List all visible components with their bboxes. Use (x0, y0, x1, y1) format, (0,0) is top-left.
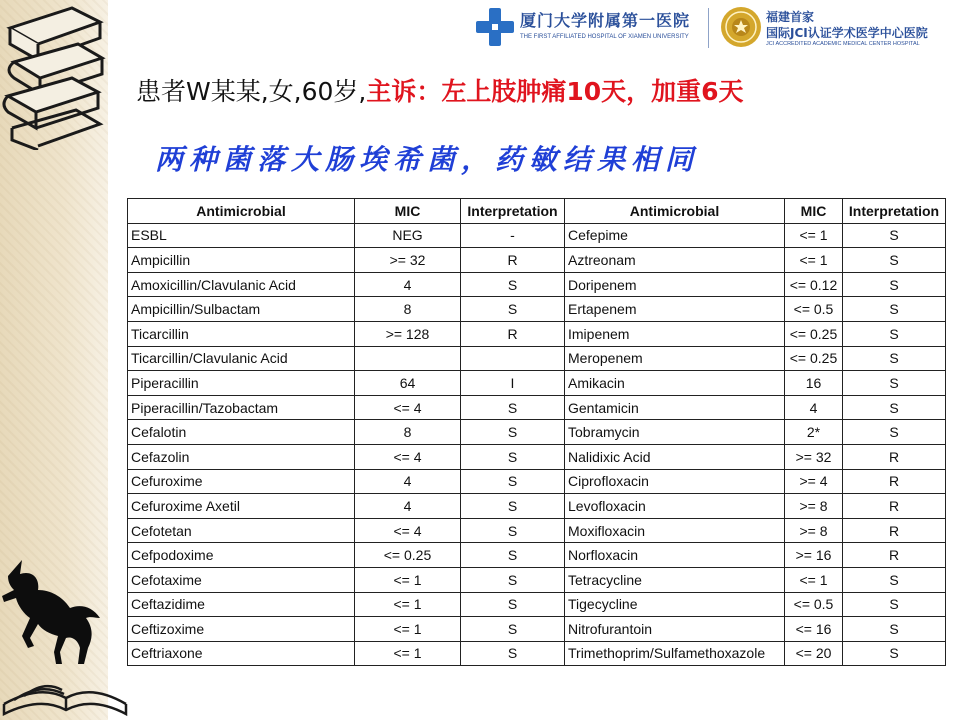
jci-line2: 国际JCI认证学术医学中心医院 (766, 26, 928, 40)
decorative-left-strip (0, 0, 108, 720)
mic-cell: 8 (355, 420, 461, 445)
mic-cell: >= 32 (785, 444, 843, 469)
mic-cell: <= 4 (355, 444, 461, 469)
hospital-header (470, 4, 960, 50)
interpretation-cell: S (461, 617, 565, 642)
interpretation-cell: S (461, 272, 565, 297)
interpretation-cell: S (461, 641, 565, 666)
slide-title (136, 72, 744, 108)
interpretation-cell: R (843, 444, 946, 469)
table-row (128, 248, 946, 273)
interpretation-cell: S (843, 592, 946, 617)
interpretation-cell: S (461, 297, 565, 322)
interpretation-cell: S (843, 346, 946, 371)
antimicrobial-cell: Cefuroxime Axetil (128, 494, 355, 519)
antimicrobial-cell: ESBL (128, 223, 355, 248)
antimicrobial-cell: Doripenem (565, 272, 785, 297)
interpretation-cell: R (461, 248, 565, 273)
antimicrobial-cell: Amikacin (565, 371, 785, 396)
mic-cell: 4 (355, 494, 461, 519)
antimicrobial-cell: Piperacillin/Tazobactam (128, 395, 355, 420)
mic-cell: <= 1 (355, 592, 461, 617)
antimicrobial-cell: Cefuroxime (128, 469, 355, 494)
mic-cell: 8 (355, 297, 461, 322)
interpretation-cell: S (843, 297, 946, 322)
mic-cell: <= 1 (355, 641, 461, 666)
interpretation-cell: S (843, 641, 946, 666)
table-row (128, 321, 946, 346)
antimicrobial-cell: Norfloxacin (565, 543, 785, 568)
antimicrobial-cell: Ciprofloxacin (565, 469, 785, 494)
interpretation-cell: S (461, 420, 565, 445)
mic-cell: 4 (355, 469, 461, 494)
header-interpretation: Interpretation (843, 199, 946, 224)
mic-cell: >= 4 (785, 469, 843, 494)
antimicrobial-cell: Aztreonam (565, 248, 785, 273)
interpretation-cell: R (843, 518, 946, 543)
mic-cell: NEG (355, 223, 461, 248)
table-row (128, 223, 946, 248)
mic-cell: <= 0.25 (785, 321, 843, 346)
interpretation-cell: S (843, 567, 946, 592)
header-mic: MIC (355, 199, 461, 224)
mic-cell: <= 0.25 (785, 346, 843, 371)
antimicrobial-cell: Cefazolin (128, 444, 355, 469)
antimicrobial-cell: Tobramycin (565, 420, 785, 445)
mic-cell: <= 1 (785, 223, 843, 248)
hospital-name-cn: 厦门大学附属第一医院 (520, 11, 691, 30)
antimicrobial-cell: Ceftizoxime (128, 617, 355, 642)
interpretation-cell: S (843, 248, 946, 273)
interpretation-cell: S (461, 395, 565, 420)
antimicrobial-cell: Piperacillin (128, 371, 355, 396)
antimicrobial-cell: Moxifloxacin (565, 518, 785, 543)
header-interpretation: Interpretation (461, 199, 565, 224)
open-book-icon (0, 664, 130, 720)
table-row (128, 444, 946, 469)
table-row (128, 543, 946, 568)
susceptibility-table (127, 198, 946, 666)
mic-cell: 4 (785, 395, 843, 420)
antimicrobial-cell: Cefalotin (128, 420, 355, 445)
header-mic: MIC (785, 199, 843, 224)
interpretation-cell: S (843, 395, 946, 420)
antimicrobial-cell: Tetracycline (565, 567, 785, 592)
book-stack-icon (2, 0, 106, 150)
mic-cell: >= 16 (785, 543, 843, 568)
interpretation-cell: S (461, 494, 565, 519)
jci-line1: 福建首家 (766, 10, 815, 24)
table-row (128, 272, 946, 297)
interpretation-cell: S (461, 518, 565, 543)
antimicrobial-cell: Cefotaxime (128, 567, 355, 592)
mic-cell: >= 32 (355, 248, 461, 273)
table-row (128, 469, 946, 494)
antimicrobial-cell: Nitrofurantoin (565, 617, 785, 642)
interpretation-cell: I (461, 371, 565, 396)
interpretation-cell: R (843, 543, 946, 568)
antimicrobial-cell: Nalidixic Acid (565, 444, 785, 469)
table-row (128, 494, 946, 519)
interpretation-cell: S (461, 444, 565, 469)
mic-cell: 4 (355, 272, 461, 297)
table-row (128, 641, 946, 666)
interpretation-cell: S (843, 321, 946, 346)
interpretation-cell: S (461, 592, 565, 617)
table-row (128, 518, 946, 543)
mic-cell: <= 0.25 (355, 543, 461, 568)
jci-en: JCI ACCREDITED ACADEMIC MEDICAL CENTER HOSPITAL (766, 41, 920, 47)
antimicrobial-cell: Ertapenem (565, 297, 785, 322)
interpretation-cell: S (843, 371, 946, 396)
interpretation-cell: S (843, 223, 946, 248)
mic-cell: 2* (785, 420, 843, 445)
hospital-name-en: THE FIRST AFFILIATED HOSPITAL OF XIAMEN UNIVERSITY (520, 34, 689, 40)
patient-info: 患者W某某,女,60岁, (136, 77, 367, 106)
antimicrobial-cell: Levofloxacin (565, 494, 785, 519)
antimicrobial-cell: Imipenem (565, 321, 785, 346)
antimicrobial-cell: Cefotetan (128, 518, 355, 543)
table-header-row (128, 199, 946, 224)
interpretation-cell (461, 346, 565, 371)
header-divider (708, 8, 709, 48)
mic-cell: <= 0.12 (785, 272, 843, 297)
interpretation-cell: S (461, 567, 565, 592)
interpretation-cell: S (843, 617, 946, 642)
interpretation-cell: S (843, 420, 946, 445)
mic-cell: <= 1 (785, 248, 843, 273)
mic-cell: 64 (355, 371, 461, 396)
chief-complaint: 主诉：左上肢肿痛10天，加重6天 (366, 77, 744, 106)
mic-cell: <= 16 (785, 617, 843, 642)
table-row (128, 420, 946, 445)
antimicrobial-cell: Cefpodoxime (128, 543, 355, 568)
table-row (128, 395, 946, 420)
mic-cell: <= 4 (355, 395, 461, 420)
antimicrobial-cell: Ticarcillin/Clavulanic Acid (128, 346, 355, 371)
mic-cell: <= 0.5 (785, 592, 843, 617)
antimicrobial-cell: Meropenem (565, 346, 785, 371)
mic-cell: <= 1 (355, 617, 461, 642)
antimicrobial-cell: Ceftazidime (128, 592, 355, 617)
interpretation-cell: R (843, 469, 946, 494)
interpretation-cell: R (461, 321, 565, 346)
antimicrobial-cell: Ampicillin (128, 248, 355, 273)
antimicrobial-cell: Ticarcillin (128, 321, 355, 346)
mic-cell (355, 346, 461, 371)
mic-cell: >= 8 (785, 494, 843, 519)
header-antimicrobial: Antimicrobial (565, 199, 785, 224)
jci-gold-seal-icon (720, 6, 762, 48)
interpretation-cell: S (461, 469, 565, 494)
hospital-cross-logo-icon (474, 6, 516, 48)
header-antimicrobial: Antimicrobial (128, 199, 355, 224)
antimicrobial-cell: Gentamicin (565, 395, 785, 420)
antimicrobial-cell: Cefepime (565, 223, 785, 248)
table-row (128, 567, 946, 592)
unicorn-silhouette-icon (0, 556, 108, 666)
table-row (128, 592, 946, 617)
mic-cell: >= 8 (785, 518, 843, 543)
interpretation-cell: R (843, 494, 946, 519)
table-row (128, 346, 946, 371)
mic-cell: <= 1 (355, 567, 461, 592)
mic-cell: <= 1 (785, 567, 843, 592)
antimicrobial-cell: Ampicillin/Sulbactam (128, 297, 355, 322)
table-row (128, 617, 946, 642)
mic-cell: <= 0.5 (785, 297, 843, 322)
mic-cell: <= 20 (785, 641, 843, 666)
antimicrobial-cell: Amoxicillin/Clavulanic Acid (128, 272, 355, 297)
antimicrobial-cell: Tigecycline (565, 592, 785, 617)
table-row (128, 297, 946, 322)
interpretation-cell: S (843, 272, 946, 297)
interpretation-cell: - (461, 223, 565, 248)
mic-cell: >= 128 (355, 321, 461, 346)
mic-cell: 16 (785, 371, 843, 396)
table-row (128, 371, 946, 396)
antimicrobial-cell: Trimethoprim/Sulfamethoxazole (565, 641, 785, 666)
mic-cell: <= 4 (355, 518, 461, 543)
antimicrobial-cell: Ceftriaxone (128, 641, 355, 666)
slide-subtitle: 两种菌落大肠埃希菌，药敏结果相同 (155, 143, 700, 176)
interpretation-cell: S (461, 543, 565, 568)
